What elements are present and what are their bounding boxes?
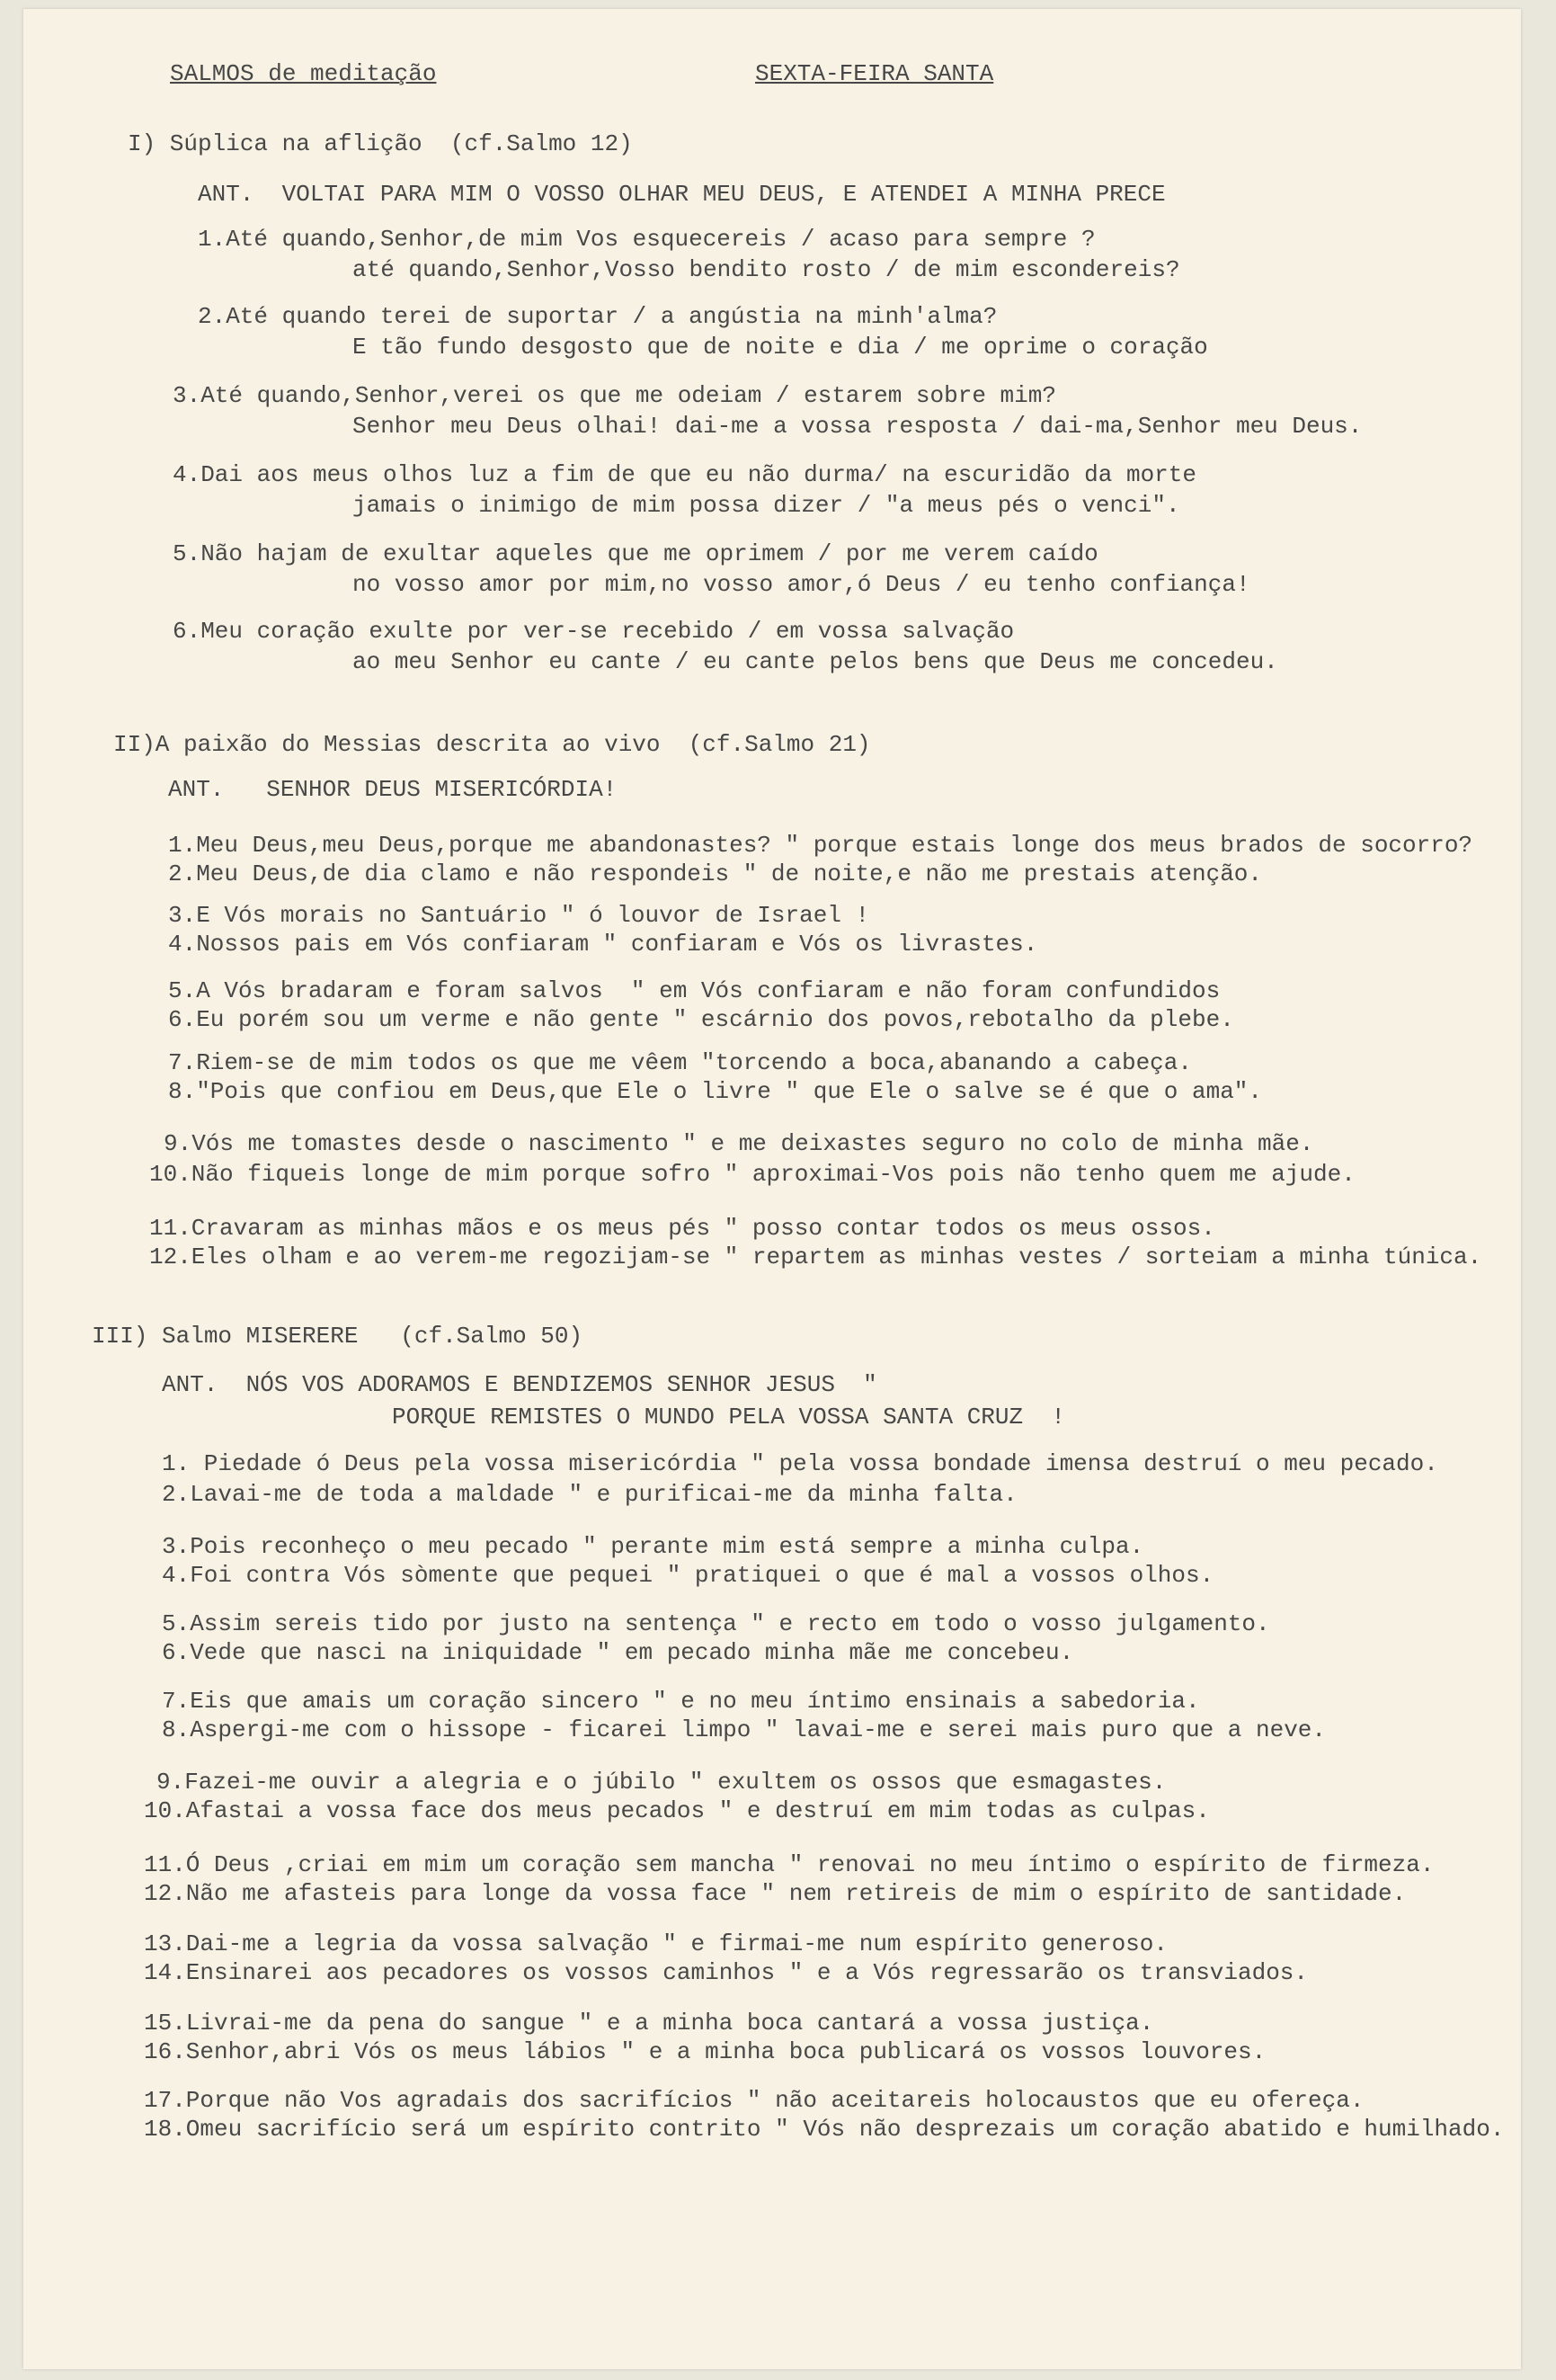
- s2-verse-6: 6.Eu porém sou um verme e não gente " escárnio dos povos,rebotalho da plebe.: [168, 1006, 1234, 1033]
- s3-verse-8: 8.Aspergi-me com o hissope - ficarei limpo " lavai-me e serei mais puro que a neve.: [162, 1716, 1327, 1743]
- section-3-title: III) Salmo MISERERE (cf.Salmo 50): [92, 1323, 583, 1350]
- section-2-antiphon: ANT. SENHOR DEUS MISERICÓRDIA!: [168, 776, 618, 803]
- s2-verse-7: 7.Riem-se de mim todos os que me vêem "torcendo a boca,abanando a cabeça.: [168, 1049, 1192, 1076]
- s1-verse-1b: até quando,Senhor,Vosso bendito rosto / de mim escondereis?: [352, 256, 1180, 283]
- s3-verse-15: 15.Livrai-me da pena do sangue " e a minha boca cantará a vossa justiça.: [144, 2010, 1154, 2037]
- s3-verse-2: 2.Lavai-me de toda a maldade " e purificai-me da minha falta.: [162, 1481, 1018, 1508]
- s2-verse-2: 2.Meu Deus,de dia clamo e não respondeis " de noite,e não me prestais atenção.: [168, 860, 1262, 887]
- header-title-left: SALMOS de meditação: [170, 60, 437, 87]
- s1-verse-1a: 1.Até quando,Senhor,de mim Vos esquecereis / acaso para sempre ?: [198, 226, 1096, 253]
- header-title-right: SEXTA-FEIRA SANTA: [755, 60, 994, 87]
- s3-verse-6: 6.Vede que nasci na iniquidade " em pecado minha mãe me concebeu.: [162, 1639, 1074, 1666]
- s1-verse-5a: 5.Não hajam de exultar aqueles que me oprimem / por me verem caído: [173, 540, 1098, 567]
- s3-verse-5: 5.Assim sereis tido por justo na sentença " e recto em todo o vosso julgamento.: [162, 1610, 1270, 1637]
- s3-verse-16: 16.Senhor,abri Vós os meus lábios " e a minha boca publicará os vossos louvores.: [144, 2038, 1267, 2065]
- s2-verse-1: 1.Meu Deus,meu Deus,porque me abandonastes? " porque estais longe dos meus brados de socorro?: [168, 832, 1473, 859]
- s2-verse-9: 9.Vós me tomastes desde o nascimento " e me deixastes seguro no colo de minha mãe.: [164, 1130, 1314, 1157]
- s2-verse-5: 5.A Vós bradaram e foram salvos " em Vós confiaram e não foram confundidos: [168, 977, 1221, 1004]
- s1-verse-4a: 4.Dai aos meus olhos luz a fim de que eu não durma/ na escuridão da morte: [173, 461, 1196, 488]
- s3-verse-11: 11.Ó Deus ,criai em mim um coração sem mancha " renovai no meu íntimo o espírito de firmeza.: [144, 1851, 1435, 1878]
- s1-verse-6a: 6.Meu coração exulte por ver-se recebido / em vossa salvação: [173, 618, 1015, 645]
- s1-verse-2a: 2.Até quando terei de suportar / a angústia na minh'alma?: [198, 303, 998, 330]
- s1-verse-6b: ao meu Senhor eu cante / eu cante pelos bens que Deus me concedeu.: [352, 648, 1278, 675]
- s3-verse-7: 7.Eis que amais um coração sincero " e no meu íntimo ensinais a sabedoria.: [162, 1688, 1200, 1715]
- section-1-antiphon: ANT. VOLTAI PARA MIM O VOSSO OLHAR MEU DEUS, E ATENDEI A MINHA PRECE: [198, 181, 1166, 208]
- s2-verse-4: 4.Nossos pais em Vós confiaram " confiaram e Vós os livrastes.: [168, 931, 1038, 958]
- s3-verse-14: 14.Ensinarei aos pecadores os vossos caminhos " e a Vós regressarão os transviados.: [144, 1959, 1309, 1986]
- s1-verse-3a: 3.Até quando,Senhor,verei os que me odeiam / estarem sobre mim?: [173, 382, 1056, 409]
- s3-verse-12: 12.Não me afasteis para longe da vossa face " nem retireis de mim o espírito de santidade.: [144, 1880, 1407, 1907]
- s3-verse-13: 13.Dai-me a legria da vossa salvação " e firmai-me num espírito generoso.: [144, 1930, 1168, 1957]
- s3-verse-4: 4.Foi contra Vós sòmente que pequei " pratiquei o que é mal a vossos olhos.: [162, 1562, 1214, 1589]
- s1-verse-4b: jamais o inimigo de mim possa dizer / "a meus pés o venci".: [352, 492, 1180, 519]
- s2-verse-12: 12.Eles olham e ao verem-me regozijam-se " repartem as minhas vestes / sorteiam a minha túnica.: [149, 1243, 1482, 1270]
- s3-verse-9: 9.Fazei-me ouvir a alegria e o júbilo " exultem os ossos que esmagastes.: [156, 1769, 1167, 1796]
- section-3-antiphon-line-1: ANT. NÓS VOS ADORAMOS E BENDIZEMOS SENHOR JESUS ": [162, 1371, 877, 1398]
- s2-verse-11: 11.Cravaram as minhas mãos e os meus pés " posso contar todos os meus ossos.: [149, 1215, 1215, 1242]
- s2-verse-8: 8."Pois que confiou em Deus,que Ele o livre " que Ele o salve se é que o ama".: [168, 1078, 1262, 1105]
- s2-verse-10: 10.Não fiqueis longe de mim porque sofro " aproximai-Vos pois não tenho quem me ajude.: [149, 1161, 1356, 1188]
- s1-verse-5b: no vosso amor por mim,no vosso amor,ó Deus / eu tenho confiança!: [352, 571, 1250, 598]
- section-1-title: I) Súplica na aflição (cf.Salmo 12): [128, 130, 633, 157]
- section-2-title: II)A paixão do Messias descrita ao vivo (cf.Salmo 21): [113, 731, 871, 758]
- s3-verse-18: 18.Omeu sacrifício será um espírito contrito " Vós não desprezais um coração abatido e humilhado.: [144, 2116, 1505, 2143]
- s3-verse-3: 3.Pois reconheço o meu pecado " perante mim está sempre a minha culpa.: [162, 1533, 1144, 1560]
- s3-verse-10: 10.Afastai a vossa face dos meus pecados " e destruí em mim todas as culpas.: [144, 1797, 1210, 1824]
- s3-verse-1: 1. Piedade ó Deus pela vossa misericórdia " pela vossa bondade imensa destruí o meu pecado.: [162, 1450, 1438, 1477]
- s3-verse-17: 17.Porque não Vos agradais dos sacrifícios " não aceitareis holocaustos que eu ofereça.: [144, 2087, 1365, 2114]
- s1-verse-3b: Senhor meu Deus olhai! dai-me a vossa resposta / dai-ma,Senhor meu Deus.: [352, 413, 1363, 440]
- s2-verse-3: 3.E Vós morais no Santuário " ó louvor de Israel !: [168, 902, 870, 929]
- s1-verse-2b: E tão fundo desgosto que de noite e dia / me oprime o coração: [352, 334, 1208, 361]
- section-3-antiphon-line-2: PORQUE REMISTES O MUNDO PELA VOSSA SANTA CRUZ !: [392, 1404, 1065, 1431]
